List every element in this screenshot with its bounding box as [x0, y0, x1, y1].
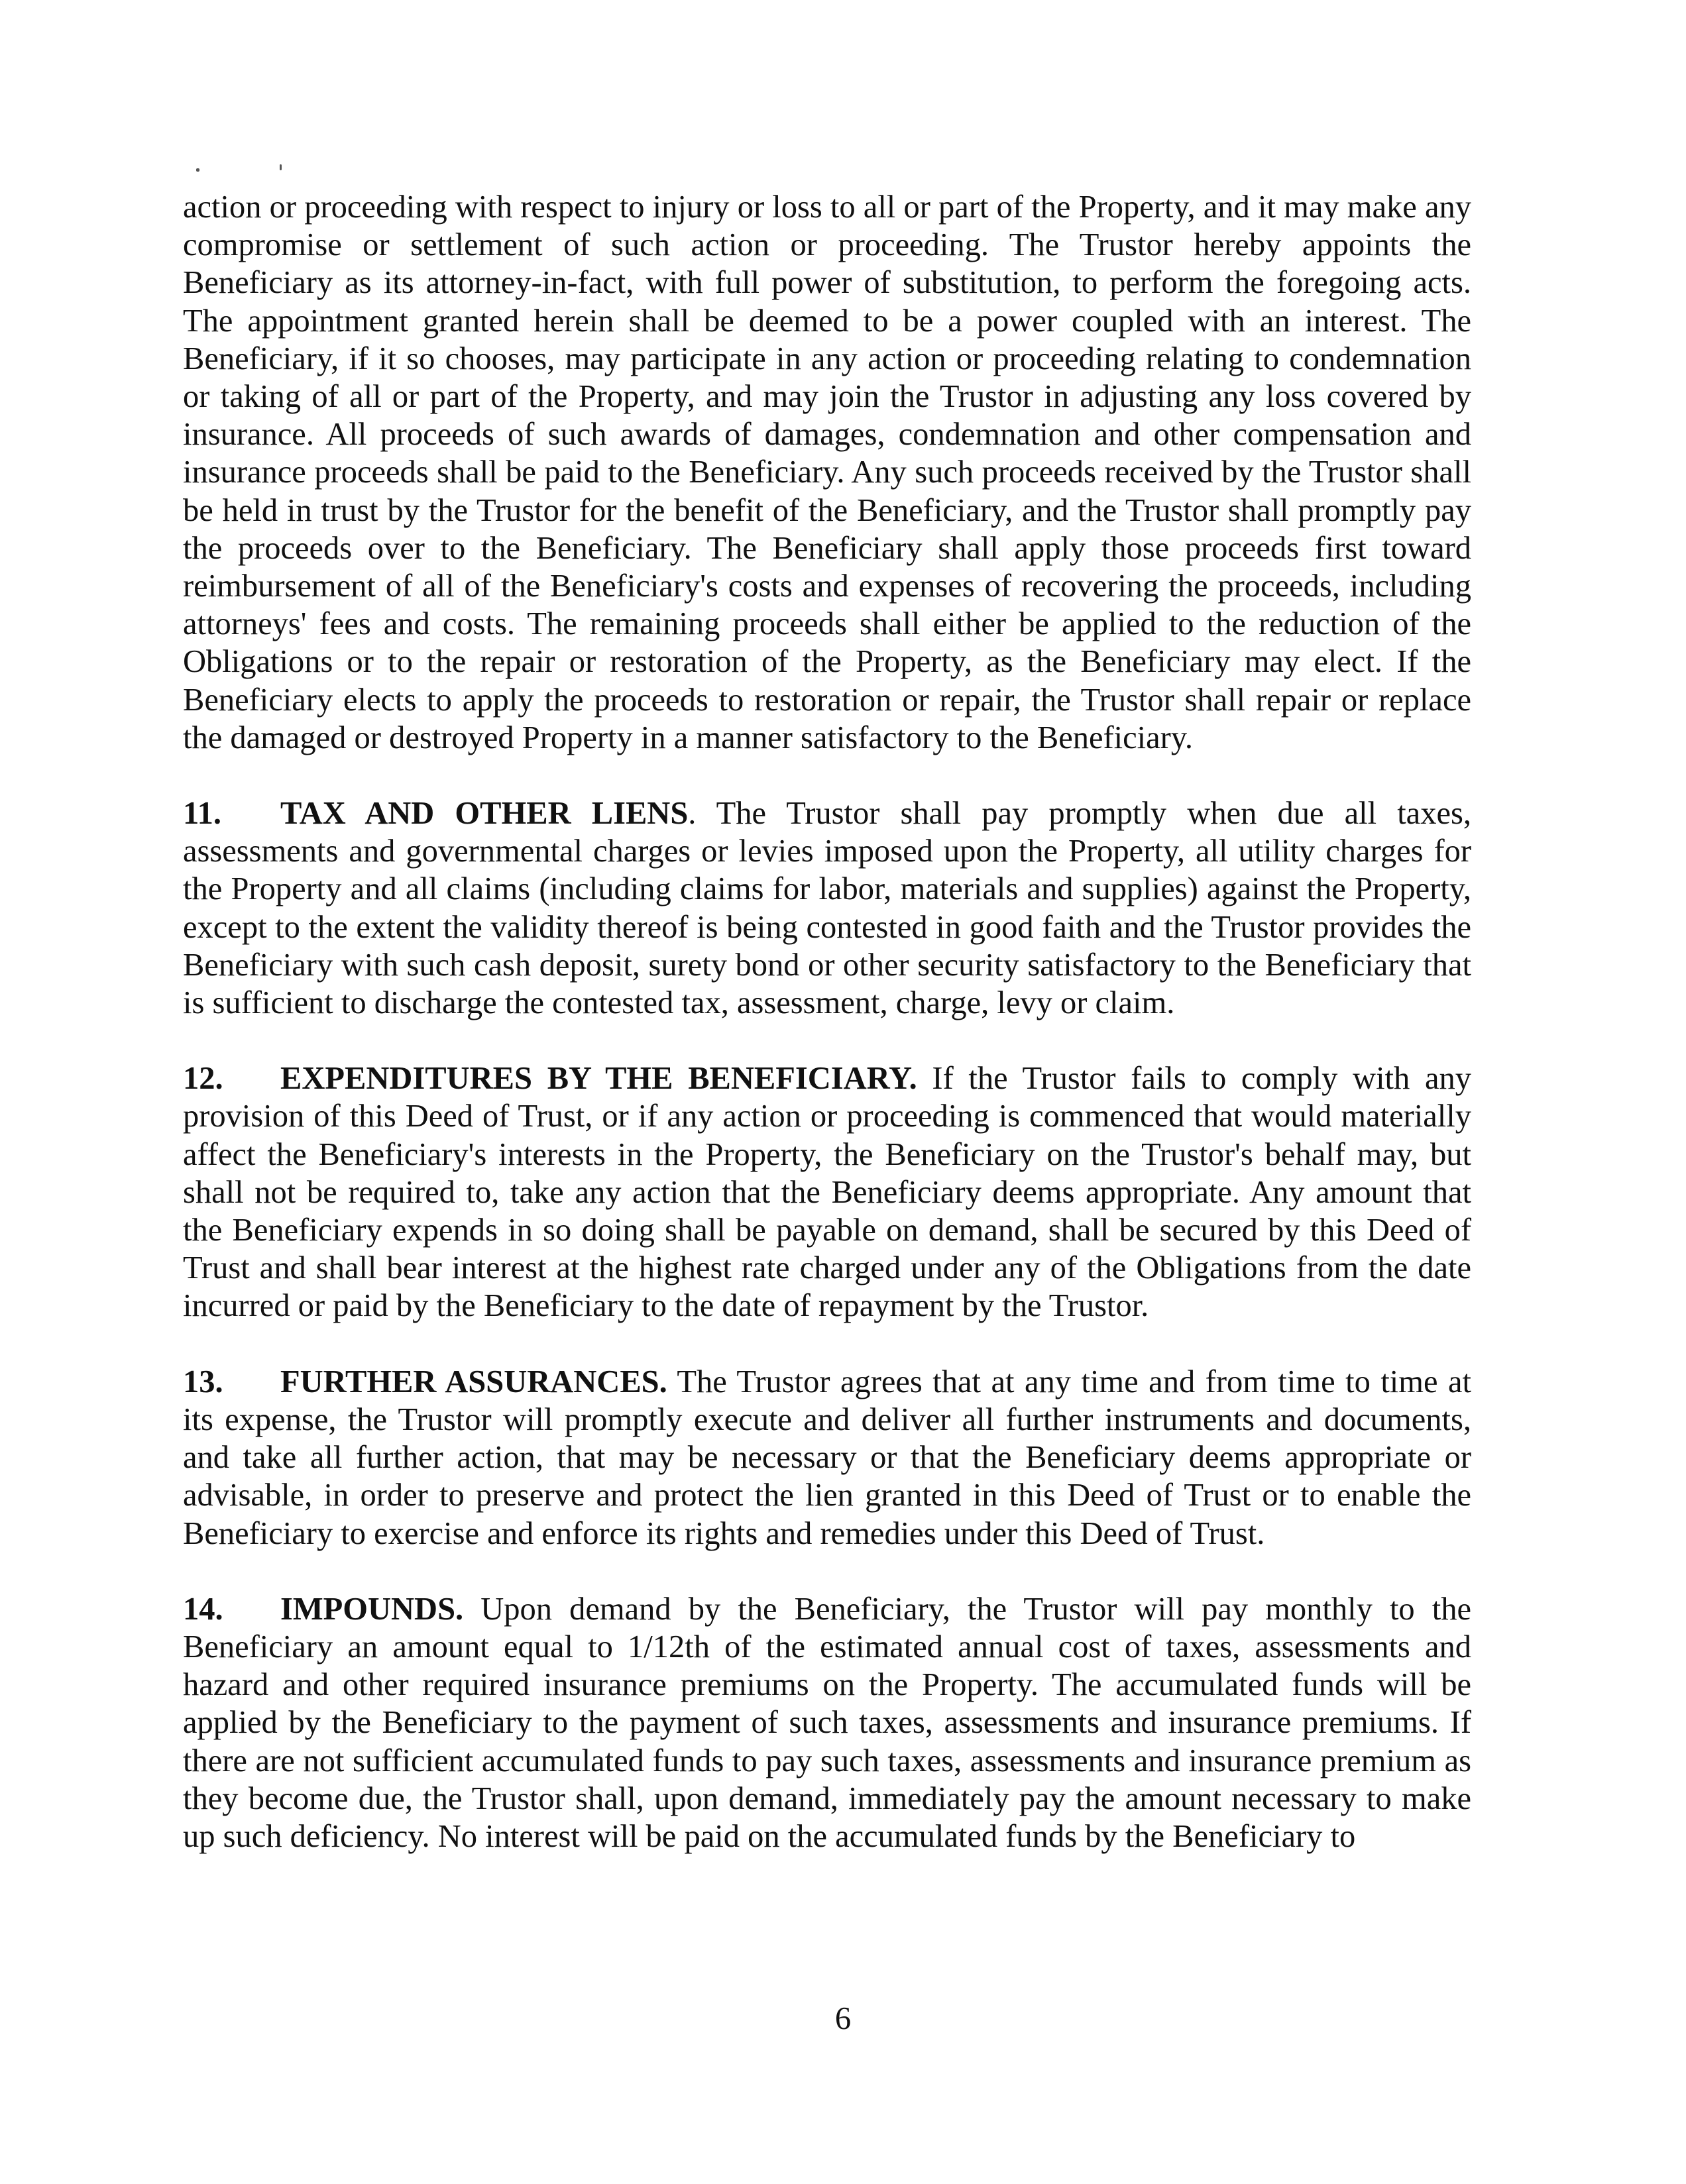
section-14 [183, 1590, 1471, 1855]
section-text: Upon demand by the Beneficiary, the Trustor will pay monthly to the Beneficiary an amount equal to 1/12th of the estimated annual cost of taxes, assessments and hazard and other required insurance premiums on the Property. The accumulated funds will be applied by the Beneficiary to the payment of such taxes, assessments and insurance premiums. If there are not sufficient accumulated funds to pay such taxes, assessments and insurance premium as they become due, the Trustor shall, upon demand, immediately pay the amount necessary to make up such deficiency. No interest will be paid on the accumulated funds by the Beneficiary to [183, 1591, 1471, 1854]
section-title: TAX AND OTHER LIENS [280, 796, 689, 832]
section-text: The Trustor agrees that at any time and from time to time at its expense, the Trustor will promptly execute and deliver all further instruments and documents, and take all further action, that may be necessary or that the Beneficiary deems appropriate or advisable, in order to preserve and protect the lien granted in this Deed of Trust or to enable the Beneficiary to exercise and enforce its rights and remedies under this Deed of Trust. [183, 1364, 1471, 1551]
section-number: 13. [183, 1364, 223, 1399]
section-number: 12. [183, 1061, 223, 1097]
section-text: If the Trustor fails to comply with any provision of this Deed of Trust, or if any action or proceeding is commenced that would materially affect the Beneficiary's interests in the Property, the Beneficiary on the Trustor's behalf may, but shall not be required to, take any action that the Beneficiary deems appropriate. Any amount that the Beneficiary expends in so doing shall be payable on demand, shall be secured by this Deed of Trust and shall bear interest at the highest rate charged under any of the Obligations from the date incurred or paid by the Beneficiary to the date of repayment by the Trustor. [183, 1061, 1472, 1324]
section-13 [183, 1363, 1471, 1553]
scan-speck [196, 168, 199, 172]
section-12 [183, 1060, 1471, 1325]
section-title: EXPENDITURES BY THE BENEFICIARY. [280, 1061, 917, 1097]
scan-artifact-marks [196, 163, 289, 176]
section-11 [183, 794, 1471, 1022]
document-body [183, 188, 1471, 1893]
section-number: 14. [183, 1591, 223, 1627]
section-number: 11. [183, 796, 221, 832]
continued-paragraph: action or proceeding with respect to injury or loss to all or part of the Property, and it may make any compromise or settlement of such action or proceeding. The Trustor hereby appoints the Beneficiary as its attorney-in-fact, with full power of substitution, to perform the foregoing acts. The appointment granted herein shall be deemed to be a power coupled with an interest. The Beneficiary, if it so chooses, may participate in any action or proceeding relating to condemnation or taking of all or part of the Property, and may join the Trustor in adjusting any loss covered by insurance. All proceeds of such awards of damages, condemnation and other compensation and insurance proceeds shall be paid to the Beneficiary. Any such proceeds received by the Trustor shall be held in trust by the Trustor for the benefit of the Beneficiary, and the Trustor shall promptly pay the proceeds over to the Beneficiary. The Beneficiary shall apply those proceeds first toward reimbursement of all of the Beneficiary's costs and expenses of recovering the proceeds, including attorneys' fees and costs. The remaining proceeds shall either be applied to the reduction of the Obligations or to the repair or restoration of the Property, as the Beneficiary may elect. If the Beneficiary elects to apply the proceeds to restoration or repair, the Trustor shall repair or replace the damaged or destroyed Property in a manner satisfactory to the Beneficiary. [183, 190, 1471, 755]
section-title: IMPOUNDS. [280, 1591, 464, 1627]
section-text: . The Trustor shall pay promptly when due all taxes, assessments and governmental charges or levies imposed upon the Property, all utility charges for the Property and all claims (including claims for labor, materials and supplies) against the Property, except to the extent the validity thereof is being contested in good faith and the Trustor provides the Beneficiary with such cash deposit, surety bond or other security satisfactory to the Beneficiary that is sufficient to discharge the contested tax, assessment, charge, levy or claim. [183, 796, 1471, 1021]
section-title: FURTHER ASSURANCES. [280, 1364, 667, 1399]
page-number: 6 [834, 2001, 852, 2036]
scan-speck [280, 164, 282, 170]
